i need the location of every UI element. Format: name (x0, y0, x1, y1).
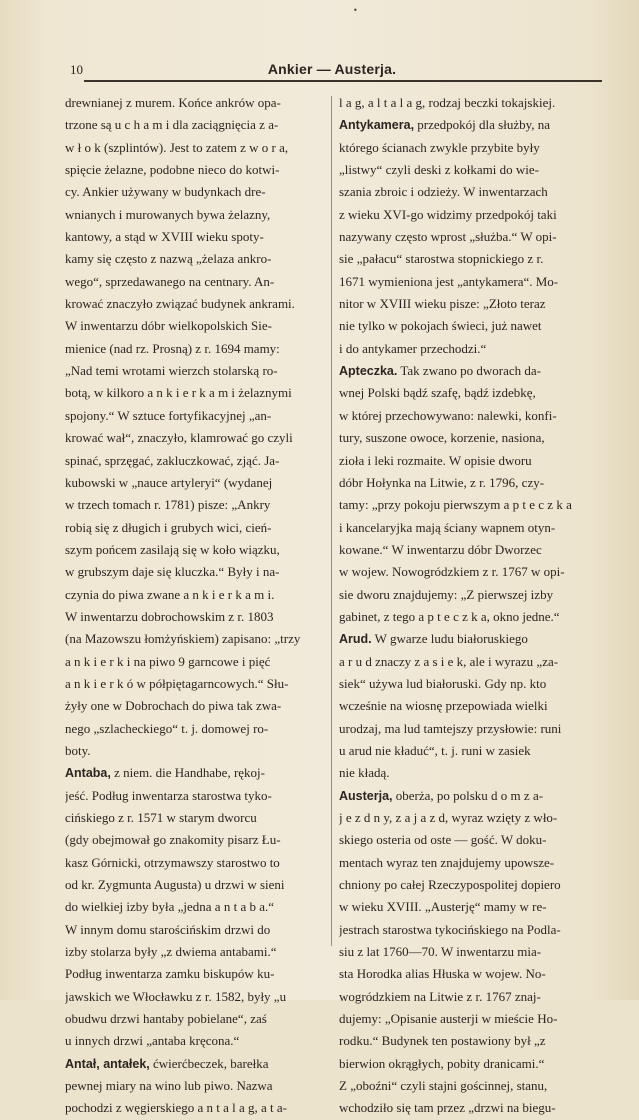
entry-line: gabinet, z tego a p t e c z k a, okno jedne.“ (339, 608, 560, 624)
text-line: mienice (nad rz. Prosną) z r. 1694 mamy: (65, 340, 280, 356)
entry-line: „listwy“ czyli deski z kołkami do wie- (339, 162, 540, 178)
entry-line: Podług inwentarza zamku biskupów ku- (65, 966, 275, 982)
entry-line: wnej Polski bądź szafę, bądź izdebkę, (339, 385, 536, 401)
text-line: żyły one w Dobrochach do piwa tak zwa- (65, 698, 282, 714)
text-line: l a g, a l t a l a g, rodzaj beczki tokajskiej. (339, 95, 556, 110)
entry-line: Arud. W gwarze ludu białoruskiego (339, 631, 528, 647)
column-divider (331, 96, 332, 946)
entry-headword: Antykamera, (339, 118, 415, 133)
entry-line: szania zbroic i odzieży. W inwentarzach (339, 184, 548, 200)
entry-line: mentach wyraz ten znajdujemy upowsze- (339, 854, 555, 870)
entry-line: sie „pałacu“ starostwa stopnickiego z r. (339, 251, 544, 267)
entry-headword: Apteczka. (339, 364, 398, 379)
text-line: czynia do piwa zwane a n k i e r k a m i. (65, 586, 275, 602)
text-line: wego“, sprzedawanego na centnary. An- (65, 273, 275, 289)
entry-line: nie tylko w pokojach świeci, już nawet (339, 318, 542, 334)
text-line: robią się z długich i grubych wici, cień- (65, 519, 272, 535)
text-line: (na Mazowszu łomżyńskiem) zapisano: „trzy (65, 631, 301, 647)
entry-headword: Antał, antałek, (65, 1056, 150, 1071)
text-line: spojony.“ W sztuce fortyfikacyjnej „an- (65, 407, 272, 423)
entry-line: Antykamera, przedpokój dla służby, na (339, 117, 551, 133)
entry-line: rodku.“ Budynek ten postawiony był „z (339, 1033, 546, 1049)
entry-line: dóbr Hołynka na Litwie, z r. 1796, czy- (339, 474, 545, 490)
entry-line: Z „oboźni“ czyli stajni gościnnej, stanu, (339, 1078, 548, 1094)
text-line: w trzech tomach r. 1781) pisze: „Ankry (65, 497, 271, 513)
entry-line: dujemy: „Opisanie austerji w mieście Ho- (339, 1011, 558, 1027)
header-rule (84, 80, 602, 82)
entry-line: skiego osteria od oste — gość. W doku- (339, 832, 547, 848)
entry-line: pewnej miary na wino lub piwo. Nazwa (65, 1078, 273, 1094)
entry-line: w której przechowywano: nalewki, konfi- (339, 407, 557, 423)
entry-line: w wojew. Nowogródzkiem z r. 1767 w opi- (339, 564, 565, 580)
right-column (339, 92, 601, 1120)
page-number: 10 (70, 62, 83, 77)
text-line: spinać, sprzęgać, zakluczkować, zjąć. Ja- (65, 452, 280, 468)
text-line: krować wał“, znaczyło, klamrować go czyli (65, 430, 293, 446)
entry-line: tury, suszone owoce, korzenie, nasiona, (339, 430, 545, 446)
entry-line: W innym domu starościńskim drzwi do (65, 921, 271, 937)
entry-headword: Austerja, (339, 788, 393, 803)
entry-line: i do antykamer przechodzi.“ (339, 340, 487, 356)
text-line: a n k i e r k i na piwo 9 garncowe i pięć (65, 653, 271, 669)
entry-line: wogródzkiem na Litwie z r. 1767 znaj- (339, 988, 541, 1004)
entry-headword: Arud. (339, 632, 372, 647)
print-mark: • (353, 6, 358, 15)
text-line: W inwentarzu dóbr wielkopolskich Sie- (65, 318, 272, 334)
left-column (65, 92, 323, 1120)
text-line: botą, w kilkoro a n k i e r k a m i żelaznymi (65, 385, 292, 401)
entry-line: nitor w XVIII wieku pisze: „Złoto teraz (339, 296, 546, 312)
entry-line: cińskiego z r. 1571 w starym dworcu (65, 810, 257, 825)
entry-line: izby stolarza były „z dwiema antabami.“ (65, 944, 277, 960)
entry-line: pochodzi z węgierskiego a n t a l a g, a t a- (65, 1100, 287, 1116)
text-line: wnianych i murowanych bywa żelazny, (65, 206, 271, 222)
entry-line: u innych drzwi „antaba kręcona.“ (65, 1033, 240, 1049)
entry-line: zioła i leki rozmaite. W opisie dworu (339, 452, 532, 468)
text-line: „Nad temi wrotami wierzch stolarską ro- (65, 363, 278, 379)
entry-line: chniony po całej Rzeczypospolitej dopiero (339, 877, 561, 893)
entry-line: z wieku XVI-go widzimy przedpokój taki (339, 206, 557, 222)
entry-line: jeść. Podług inwentarza starostwa tyko- (65, 787, 272, 803)
text-line: cy. Ankier używany w budynkach dre- (65, 184, 266, 200)
text-line: nego „szlacheckiego“ t. j. domowej ro- (65, 720, 269, 736)
entry-line: wcześnie na wiosnę przepowiada wielki (339, 698, 548, 714)
entry-line: nie kładą. (339, 765, 390, 781)
entry-line: wchodziło się tam przez „drzwi na biegu- (339, 1100, 556, 1116)
text-line: krować znaczyło związać budynek ankrami. (65, 296, 295, 312)
text-line: kubowski w „nauce artyleryi“ (wydanej (65, 474, 273, 490)
text-line: w ł o k (szplintów). Jest to zatem z w o r a, (65, 139, 289, 155)
page-header (62, 58, 602, 82)
entry-headword: Antaba, (65, 766, 111, 781)
text-line: boty. (65, 742, 91, 758)
entry-line: siek“ używa lud białoruski. Gdy np. kto (339, 675, 547, 691)
entry-line: Austerja, oberża, po polsku d o m z a- (339, 787, 544, 803)
text-line: szym pońcem zasilają się w koło wiązku, (65, 541, 280, 557)
entry-line: Antaba, z niem. die Handhabe, rękoj- (65, 765, 265, 781)
entry-line: sie dworu znajdujemy: „Z pierwszej izby (339, 586, 554, 602)
entry-line: od kr. Zygmunta Augusta) u drzwi w sieni (65, 877, 285, 893)
text-line: kamy się często z nazwą „żelaza ankro- (65, 251, 272, 267)
entry-line: a r u d znaczy z a s i e k, ale i wyrazu „za- (339, 653, 559, 669)
entry-line: urodzaj, ma lud tamtejszy przysłowie: runi (339, 720, 562, 736)
entry-line: kasz Górnicki, otrzymawszy starostwo to (65, 854, 280, 870)
entry-line: i kancelaryjka mają ściany wapnem otyn- (339, 519, 556, 535)
text-line: W inwentarzu dobrochowskim z r. 1803 (65, 608, 274, 624)
entry-line: obudwu drzwi hantaby pobielane“, zaś (65, 1011, 267, 1027)
entry-line: którego ścianach zwykle przybite były (339, 139, 540, 155)
entry-line: (gdy obejmował go znakomity pisarz Łu- (65, 832, 281, 848)
text-line: spięcie żelazne, podobne nieco do kotwi- (65, 162, 280, 178)
entry-line: u arud nie kładuć“, t. j. runi w zasiek (339, 742, 531, 758)
entry-line: jestrach starostwa tykocińskiego na Podla- (339, 921, 561, 937)
entry-line: bierwion okrągłych, pobity dranicami.“ (339, 1055, 545, 1071)
entry-line: do wielkiej izby była „jedna a n t a b a.“ (65, 899, 275, 915)
running-title: Ankier — Austerja. (267, 61, 397, 77)
entry-line: sta Horodka alias Hłuska w wojew. No- (339, 966, 546, 982)
entry-line: 1671 wymieniona jest „antykamera“. Mo- (339, 273, 559, 289)
entry-line: siu z lat 1760—70. W inwentarzu mia- (339, 944, 542, 960)
entry-line: Antał, antałek, ćwierćbeczek, barełka (65, 1055, 269, 1071)
entry-line: tamy: „przy pokoju pierwszym a p t e c z k a (339, 497, 572, 513)
text-line: a n k i e r k ó w półpiętagarncowych.“ Słu- (65, 675, 289, 691)
text-line: w grubszym daje się kluczka.“ Były i na- (65, 564, 280, 580)
text-line: kantowy, a stąd w XVIII wieku spoty- (65, 229, 264, 245)
entry-line: w wieku XVIII. „Austerję“ mamy w re- (339, 899, 547, 915)
text-line: drewnianej z murem. Końce ankrów opa- (65, 95, 281, 110)
entry-line: Apteczka. Tak zwano po dworach da- (339, 363, 541, 379)
entry-line: kowane.“ W inwentarzu dóbr Dworzec (339, 541, 542, 557)
entry-line: j e z d n y, z a j a z d, wyraz wzięty z wło- (339, 810, 558, 825)
entry-line: jawskich we Włocławku z r. 1582, były „u (65, 988, 287, 1004)
text-line: trzone są u c h a m i dla zaciągnięcia z a- (65, 117, 279, 133)
entry-line: nazywany często wprost „służba.“ W opi- (339, 229, 557, 245)
